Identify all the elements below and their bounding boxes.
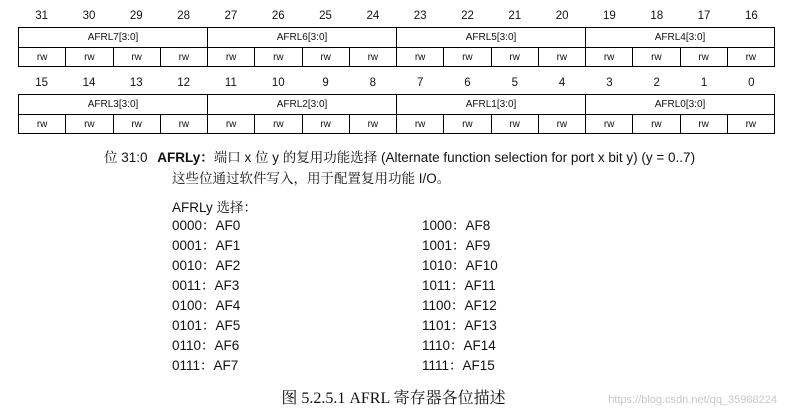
access-cell: rw [255, 115, 302, 134]
codes-right-column [422, 216, 498, 376]
field-cell: AFRL7[3:0] [19, 28, 208, 48]
access-cell: rw [302, 48, 349, 67]
code-entry: 1110：AF14 [422, 338, 496, 353]
bit-number: 3 [606, 77, 613, 89]
bit-number-row-high [18, 8, 775, 24]
bit-number: 13 [129, 77, 143, 89]
access-cell: rw [444, 115, 491, 134]
field-row-high [19, 28, 775, 48]
register-high-half [18, 8, 775, 72]
bit-number: 7 [416, 77, 424, 89]
access-cell: rw [19, 115, 66, 134]
access-cell: rw [66, 115, 113, 134]
bit-number: 25 [319, 10, 332, 22]
bit-number-row-low [18, 75, 775, 91]
access-cell: rw [208, 48, 255, 67]
access-cell: rw [680, 115, 727, 134]
bit-number: 0 [748, 77, 755, 89]
bit-number: 19 [603, 10, 616, 22]
code-entry: 0011：AF3 [172, 278, 240, 293]
access-cell: rw [397, 48, 444, 67]
code-entry: 0000：AF0 [172, 218, 241, 233]
bit-number: 30 [82, 10, 96, 22]
description-line-2: 这些位通过软件写入，用于配置复用功能 I/O。 [172, 171, 451, 186]
access-cell: rw [160, 115, 207, 134]
access-cell: rw [491, 48, 538, 67]
access-cell: rw [727, 48, 774, 67]
access-cell: rw [255, 48, 302, 67]
bit-number: 21 [508, 10, 522, 22]
access-row-high [19, 48, 775, 67]
field-cell: AFRL0[3:0] [586, 95, 775, 115]
bit-number: 18 [650, 10, 664, 22]
bit-number: 20 [555, 10, 569, 22]
codes-left-column [172, 216, 240, 376]
code-entry: 1111：AF15 [422, 358, 495, 373]
field-cell: AFRL4[3:0] [586, 28, 775, 48]
code-entry: 0001：AF1 [172, 238, 241, 253]
description-line-1 [104, 149, 695, 167]
access-cell: rw [727, 115, 774, 134]
code-entry: 0111：AF7 [172, 358, 239, 373]
access-cell: rw [633, 48, 680, 67]
figure-caption: 图 5.2.5.1 AFRL 寄存器各位描述 [281, 390, 506, 407]
access-cell: rw [397, 115, 444, 134]
bit-number: 28 [177, 10, 190, 22]
bit-number: 11 [224, 77, 237, 89]
bit-number: 14 [82, 77, 96, 89]
bit-number: 6 [464, 77, 471, 89]
code-entry: 1100：AF12 [422, 298, 497, 313]
access-cell: rw [302, 115, 349, 134]
field-name: AFRLy： [157, 150, 214, 165]
access-cell: rw [160, 48, 207, 67]
register-low-half [18, 75, 775, 139]
bit-number: 29 [129, 10, 143, 22]
register-table-low [18, 94, 775, 134]
bit-number: 2 [653, 77, 660, 89]
access-cell: rw [349, 115, 396, 134]
watermark: https://blog.csdn.net/qq_35988224 [608, 394, 777, 406]
code-entry: 0010：AF2 [172, 258, 241, 273]
access-cell: rw [113, 48, 160, 67]
access-cell: rw [538, 48, 585, 67]
access-cell: rw [491, 115, 538, 134]
bit-number: 24 [366, 10, 380, 22]
code-entry: 1001：AF9 [422, 238, 491, 253]
access-cell: rw [444, 48, 491, 67]
bit-number: 16 [744, 10, 758, 22]
access-cell: rw [208, 115, 255, 134]
access-cell: rw [113, 115, 160, 134]
select-label: AFRLy 选择： [172, 200, 258, 215]
bit-number: 10 [271, 77, 285, 89]
field-cell: AFRL3[3:0] [19, 95, 208, 115]
access-cell: rw [586, 115, 633, 134]
code-entry: 1010：AF10 [422, 258, 498, 273]
access-cell: rw [586, 48, 633, 67]
access-cell: rw [633, 115, 680, 134]
bit-number: 26 [271, 10, 285, 22]
bit-number: 23 [413, 10, 427, 22]
code-entry: 0110：AF6 [172, 338, 240, 353]
bit-number: 17 [697, 10, 711, 22]
field-cell: AFRL6[3:0] [208, 28, 397, 48]
bits-range: 位 31:0 [104, 150, 148, 165]
code-entry: 0100：AF4 [172, 298, 241, 313]
bit-number: 4 [558, 77, 566, 89]
access-cell: rw [680, 48, 727, 67]
bit-number: 1 [700, 77, 708, 89]
field-cell: AFRL2[3:0] [208, 95, 397, 115]
bit-number: 15 [35, 77, 49, 89]
access-cell: rw [349, 48, 396, 67]
access-row-low [19, 115, 775, 134]
bit-number: 31 [35, 10, 49, 22]
code-entry: 0101：AF5 [172, 318, 241, 333]
field-cell: AFRL5[3:0] [397, 28, 586, 48]
bit-number: 9 [322, 77, 329, 89]
field-description: 端口 x 位 y 的复用功能选择 (Alternate function selection for port x bit y) (y = 0..7) [213, 150, 696, 165]
code-entry: 1101：AF13 [422, 318, 497, 333]
field-row-low [19, 95, 775, 115]
field-cell: AFRL1[3:0] [397, 95, 586, 115]
bit-number: 5 [511, 77, 518, 89]
access-cell: rw [538, 115, 585, 134]
code-entry: 1000：AF8 [422, 218, 491, 233]
bit-number: 27 [224, 10, 238, 22]
access-cell: rw [66, 48, 113, 67]
access-cell: rw [19, 48, 66, 67]
bit-number: 8 [369, 77, 377, 89]
register-table-high [18, 27, 775, 67]
bit-number: 12 [177, 77, 190, 89]
bit-number: 22 [461, 10, 474, 22]
code-entry: 1011：AF11 [422, 278, 496, 293]
